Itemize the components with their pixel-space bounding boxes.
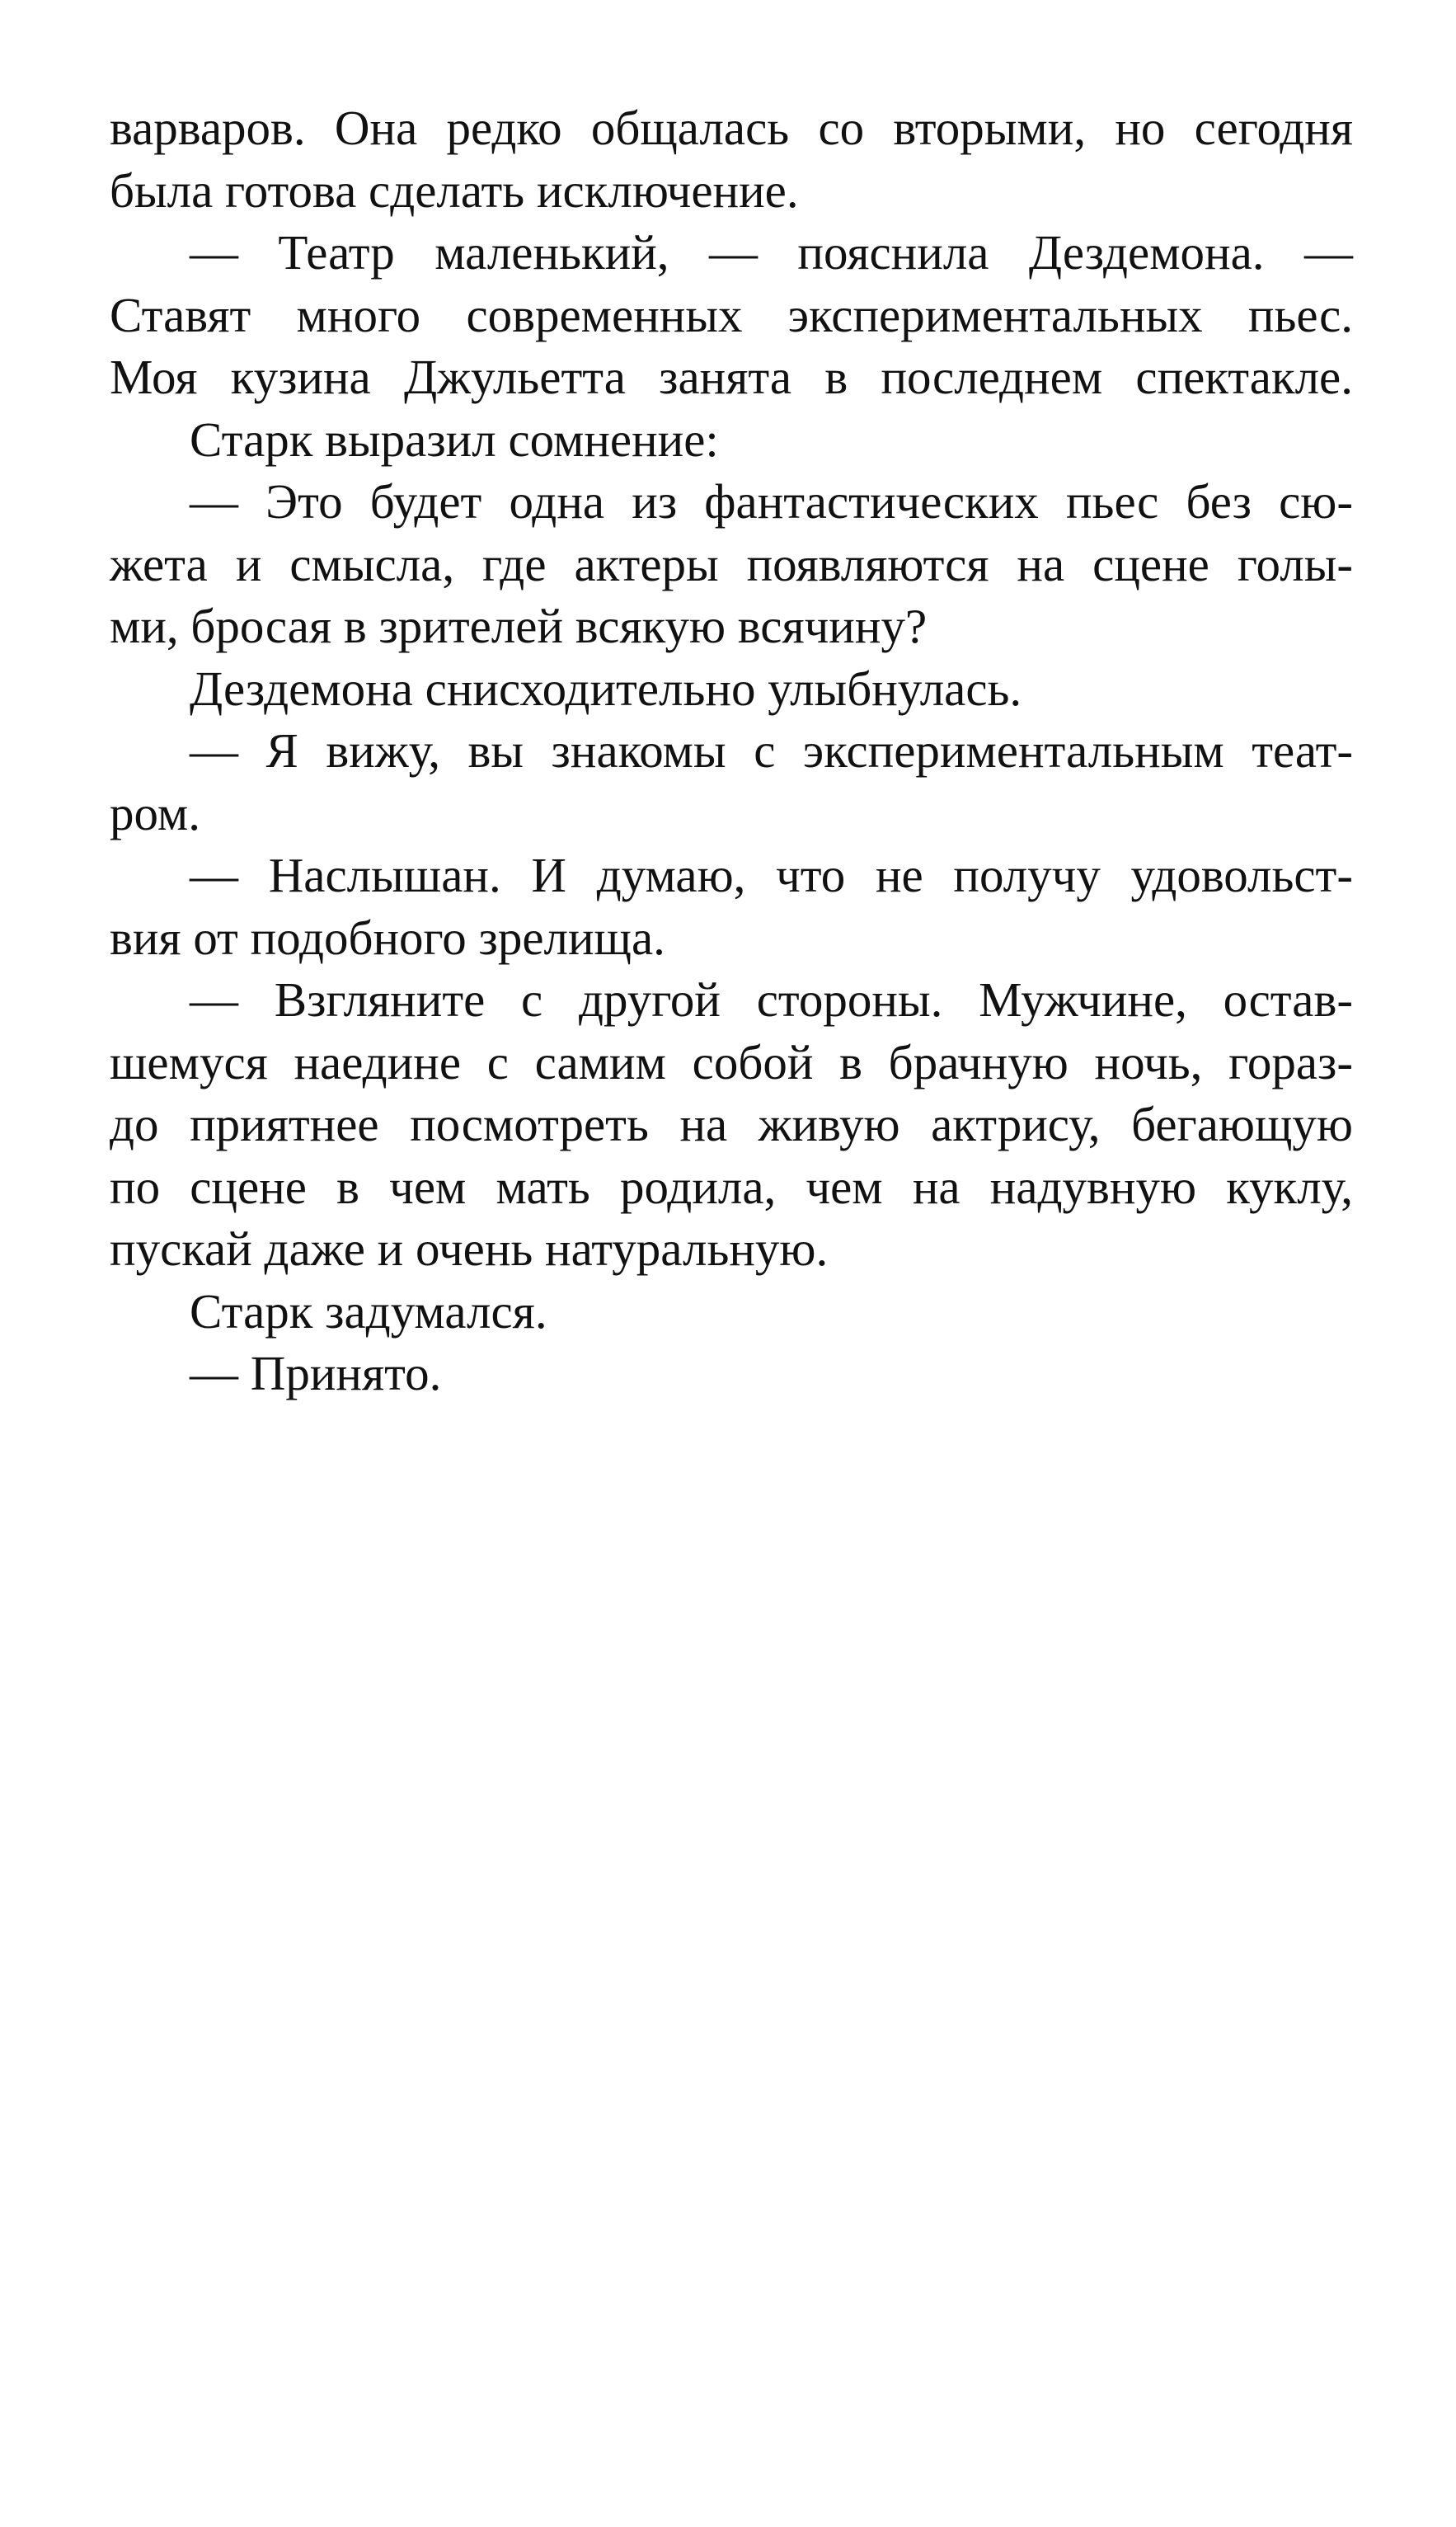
text-line: шемуся наедине с самим собой в брачную ночь, гораз- [110,1034,1353,1089]
text-line: Старк задумался. [190,1283,547,1339]
text-line: варваров. Она редко общалась со вторыми, но сегодня [110,101,1353,155]
text-line: Дездемона снисходительно улыбнулась. [190,661,1022,716]
text-line: жета и смысла, где актеры появляются на сцене голы- [110,536,1353,591]
text-line: — Принято. [190,1346,442,1400]
page-text [110,97,1353,1405]
text-line: по сцене в чем мать родила, чем на надувную куклу, [110,1159,1353,1214]
text-line: — Я вижу, вы знакомы с экспериментальным теат- [190,723,1353,778]
text-line: — Театр маленький, — пояснила Дездемона. — [190,225,1353,280]
text-line: была готова сделать исключение. [110,162,799,218]
text-line: — Наслышан. И думаю, что не получу удовольст- [190,848,1353,902]
text-line: — Взгляните с другой стороны. Мужчине, остав- [190,972,1353,1027]
text-line: Моя кузина Джульетта занята в последнем спектакле. [110,350,1353,404]
text-line: ром. [110,785,200,840]
text-line: вия от подобного зрелища. [110,910,665,965]
text-line: до приятнее посмотреть на живую актрису, бегающую [110,1097,1353,1151]
text-line: — Это будет одна из фантастических пьес без сю- [190,474,1353,529]
text-line: пускай даже и очень натуральную. [110,1221,829,1276]
text-line: Старк выразил сомнение: [190,412,719,467]
text-line: Ставят много современных экспериментальных пьес. [110,287,1353,342]
text-line: ми, бросая в зрителей всякую всячину? [110,599,928,653]
